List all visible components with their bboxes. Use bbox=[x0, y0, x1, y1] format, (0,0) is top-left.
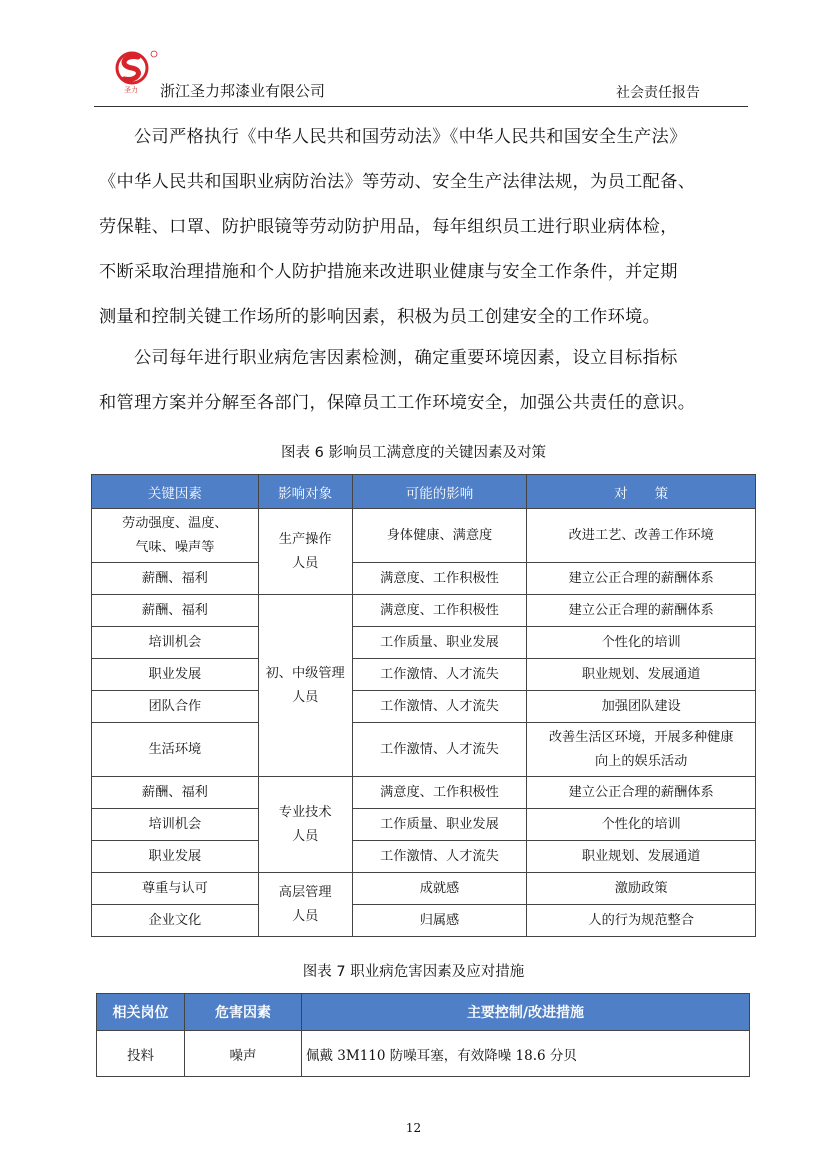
table-row bbox=[92, 509, 756, 563]
countermeasure-cell bbox=[527, 723, 756, 777]
paragraph-line: 测量和控制关键工作场所的影响因素，积极为员工创建安全的工作环境。 bbox=[99, 307, 661, 327]
key-factor-cell bbox=[92, 841, 259, 873]
affected-group-cell bbox=[258, 509, 352, 595]
page-number: 12 bbox=[405, 1121, 422, 1135]
header-possible-impact: 可能的影响 bbox=[352, 475, 527, 509]
table-header-row bbox=[97, 994, 750, 1031]
impact-cell: 工作激情、人才流失 bbox=[352, 723, 527, 777]
cell-text-line: 人的行为规范整合 bbox=[588, 912, 694, 928]
key-factor-cell bbox=[92, 659, 259, 691]
affected-group-cell bbox=[258, 595, 352, 777]
table-row bbox=[92, 627, 756, 659]
impact-cell: 满意度、工作积极性 bbox=[352, 563, 527, 595]
countermeasure-cell bbox=[527, 509, 756, 563]
table-row bbox=[92, 563, 756, 595]
cell-text-line: 企业文化 bbox=[148, 912, 202, 928]
cell-text-line: 初、中级管理 bbox=[265, 665, 345, 681]
countermeasure-cell bbox=[527, 905, 756, 937]
cell-text-line: 加强团队建设 bbox=[601, 698, 681, 714]
key-factor-cell bbox=[92, 873, 259, 905]
table-row bbox=[92, 595, 756, 627]
cell-text-line: 薪酬、福利 bbox=[141, 602, 208, 618]
cell-text-line: 专业技术 bbox=[278, 804, 332, 820]
header-countermeasure: 对 策 bbox=[527, 475, 756, 509]
paragraph-line: 公司严格执行《中华人民共和国劳动法》《中华人民共和国安全生产法》 bbox=[134, 127, 687, 147]
impact-cell: 归属感 bbox=[352, 905, 527, 937]
paragraph-line: 《中华人民共和国职业病防治法》等劳动、安全生产法律法规，为员工配备、 bbox=[99, 172, 696, 192]
table-row bbox=[92, 873, 756, 905]
header-divider bbox=[94, 106, 748, 107]
cell-text-line: 生产操作 bbox=[278, 531, 332, 547]
cell-text-line: 薪酬、福利 bbox=[141, 570, 208, 586]
cell-text-line: 培训机会 bbox=[148, 816, 202, 832]
paragraph-occupational-safety bbox=[99, 115, 749, 340]
table-row bbox=[92, 659, 756, 691]
cell-text-line: 人员 bbox=[291, 689, 319, 705]
header-control-measure: 主要控制/改进措施 bbox=[302, 994, 750, 1031]
table-row bbox=[92, 777, 756, 809]
countermeasure-cell bbox=[527, 659, 756, 691]
occupational-hazard-table bbox=[96, 993, 750, 1077]
table-row bbox=[97, 1031, 750, 1077]
countermeasure-cell bbox=[527, 777, 756, 809]
cell-text-line: 建立公正合理的薪酬体系 bbox=[568, 570, 714, 586]
table6-caption: 图表 6 影响员工满意度的关键因素及对策 bbox=[281, 445, 546, 461]
countermeasure-cell bbox=[527, 563, 756, 595]
cell-text-line: 劳动强度、温度、 bbox=[122, 515, 228, 531]
cell-text-line: 生活环境 bbox=[148, 741, 202, 757]
company-name: 浙江圣力邦漆业有限公司 bbox=[160, 82, 326, 100]
key-factor-cell bbox=[92, 905, 259, 937]
header-key-factor: 关键因素 bbox=[92, 475, 259, 509]
hazard-cell: 噪声 bbox=[185, 1031, 302, 1077]
affected-group-cell bbox=[258, 777, 352, 873]
key-factor-cell bbox=[92, 563, 259, 595]
impact-cell: 满意度、工作积极性 bbox=[352, 777, 527, 809]
company-logo bbox=[108, 48, 160, 94]
cell-text-line: 团队合作 bbox=[148, 698, 202, 714]
cell-text-line: 培训机会 bbox=[148, 634, 202, 650]
cell-text-line: 建立公正合理的薪酬体系 bbox=[568, 602, 714, 618]
paragraph-line: 和管理方案并分解至各部门，保障员工工作环境安全，加强公共责任的意识。 bbox=[99, 393, 696, 413]
affected-group-cell bbox=[258, 873, 352, 937]
table7-caption: 图表 7 职业病危害因素及应对措施 bbox=[302, 964, 525, 980]
key-factor-cell bbox=[92, 723, 259, 777]
countermeasure-cell bbox=[527, 595, 756, 627]
cell-text-line: 职业发展 bbox=[148, 666, 202, 682]
cell-text-line: 职业规划、发展通道 bbox=[581, 666, 701, 682]
post-cell: 投料 bbox=[97, 1031, 185, 1077]
table-row bbox=[92, 723, 756, 777]
header-hazard-factor: 危害因素 bbox=[185, 994, 302, 1031]
countermeasure-cell bbox=[527, 841, 756, 873]
cell-text-line: 尊重与认可 bbox=[141, 880, 208, 896]
key-factor-cell bbox=[92, 691, 259, 723]
cell-text-line: 职业发展 bbox=[148, 848, 202, 864]
cell-text-line: 个性化的培训 bbox=[601, 816, 681, 832]
paragraph-line: 公司每年进行职业病危害因素检测，确定重要环境因素，设立目标指标 bbox=[134, 348, 678, 368]
cell-text-line: 气味、噪声等 bbox=[135, 539, 215, 555]
table-row bbox=[92, 905, 756, 937]
countermeasure-cell bbox=[527, 627, 756, 659]
key-factor-cell bbox=[92, 809, 259, 841]
impact-cell: 身体健康、满意度 bbox=[352, 509, 527, 563]
impact-cell: 成就感 bbox=[352, 873, 527, 905]
paragraph-hazard-detection bbox=[99, 336, 749, 426]
impact-cell: 工作激情、人才流失 bbox=[352, 841, 527, 873]
cell-text-line: 人员 bbox=[291, 555, 319, 571]
table-header-row bbox=[92, 475, 756, 509]
key-factor-cell bbox=[92, 509, 259, 563]
cell-text-line: 建立公正合理的薪酬体系 bbox=[568, 784, 714, 800]
impact-cell: 工作激情、人才流失 bbox=[352, 659, 527, 691]
table-row bbox=[92, 841, 756, 873]
cell-text-line: 薪酬、福利 bbox=[141, 784, 208, 800]
impact-cell: 满意度、工作积极性 bbox=[352, 595, 527, 627]
impact-cell: 工作激情、人才流失 bbox=[352, 691, 527, 723]
table-row bbox=[92, 691, 756, 723]
cell-text-line: 改善生活区环境，开展多种健康 bbox=[548, 729, 734, 745]
satisfaction-factors-table bbox=[91, 474, 756, 937]
key-factor-cell bbox=[92, 777, 259, 809]
paragraph-line: 不断采取治理措施和个人防护措施来改进职业健康与安全工作条件，并定期 bbox=[99, 262, 678, 282]
impact-cell: 工作质量、职业发展 bbox=[352, 809, 527, 841]
logo-text: 圣力 bbox=[124, 86, 138, 94]
header-related-post: 相关岗位 bbox=[97, 994, 185, 1031]
countermeasure-cell bbox=[527, 691, 756, 723]
measure-cell: 佩戴 3M110 防噪耳塞，有效降噪 18.6 分贝 bbox=[302, 1031, 750, 1077]
cell-text-line: 职业规划、发展通道 bbox=[581, 848, 701, 864]
report-type: 社会责任报告 bbox=[616, 85, 700, 101]
countermeasure-cell bbox=[527, 809, 756, 841]
impact-cell: 工作质量、职业发展 bbox=[352, 627, 527, 659]
key-factor-cell bbox=[92, 627, 259, 659]
key-factor-cell bbox=[92, 595, 259, 627]
cell-text-line: 人员 bbox=[291, 908, 319, 924]
cell-text-line: 个性化的培训 bbox=[601, 634, 681, 650]
cell-text-line: 改进工艺、改善工作环境 bbox=[568, 527, 714, 543]
cell-text-line: 向上的娱乐活动 bbox=[595, 753, 688, 769]
cell-text-line: 激励政策 bbox=[614, 880, 668, 896]
cell-text-line: 高层管理 bbox=[278, 884, 332, 900]
paragraph-line: 劳保鞋、口罩、防护眼镜等劳动防护用品，每年组织员工进行职业病体检， bbox=[99, 217, 678, 237]
header-affected-group: 影响对象 bbox=[258, 475, 352, 509]
countermeasure-cell bbox=[527, 873, 756, 905]
cell-text-line: 人员 bbox=[291, 828, 319, 844]
table-row bbox=[92, 809, 756, 841]
